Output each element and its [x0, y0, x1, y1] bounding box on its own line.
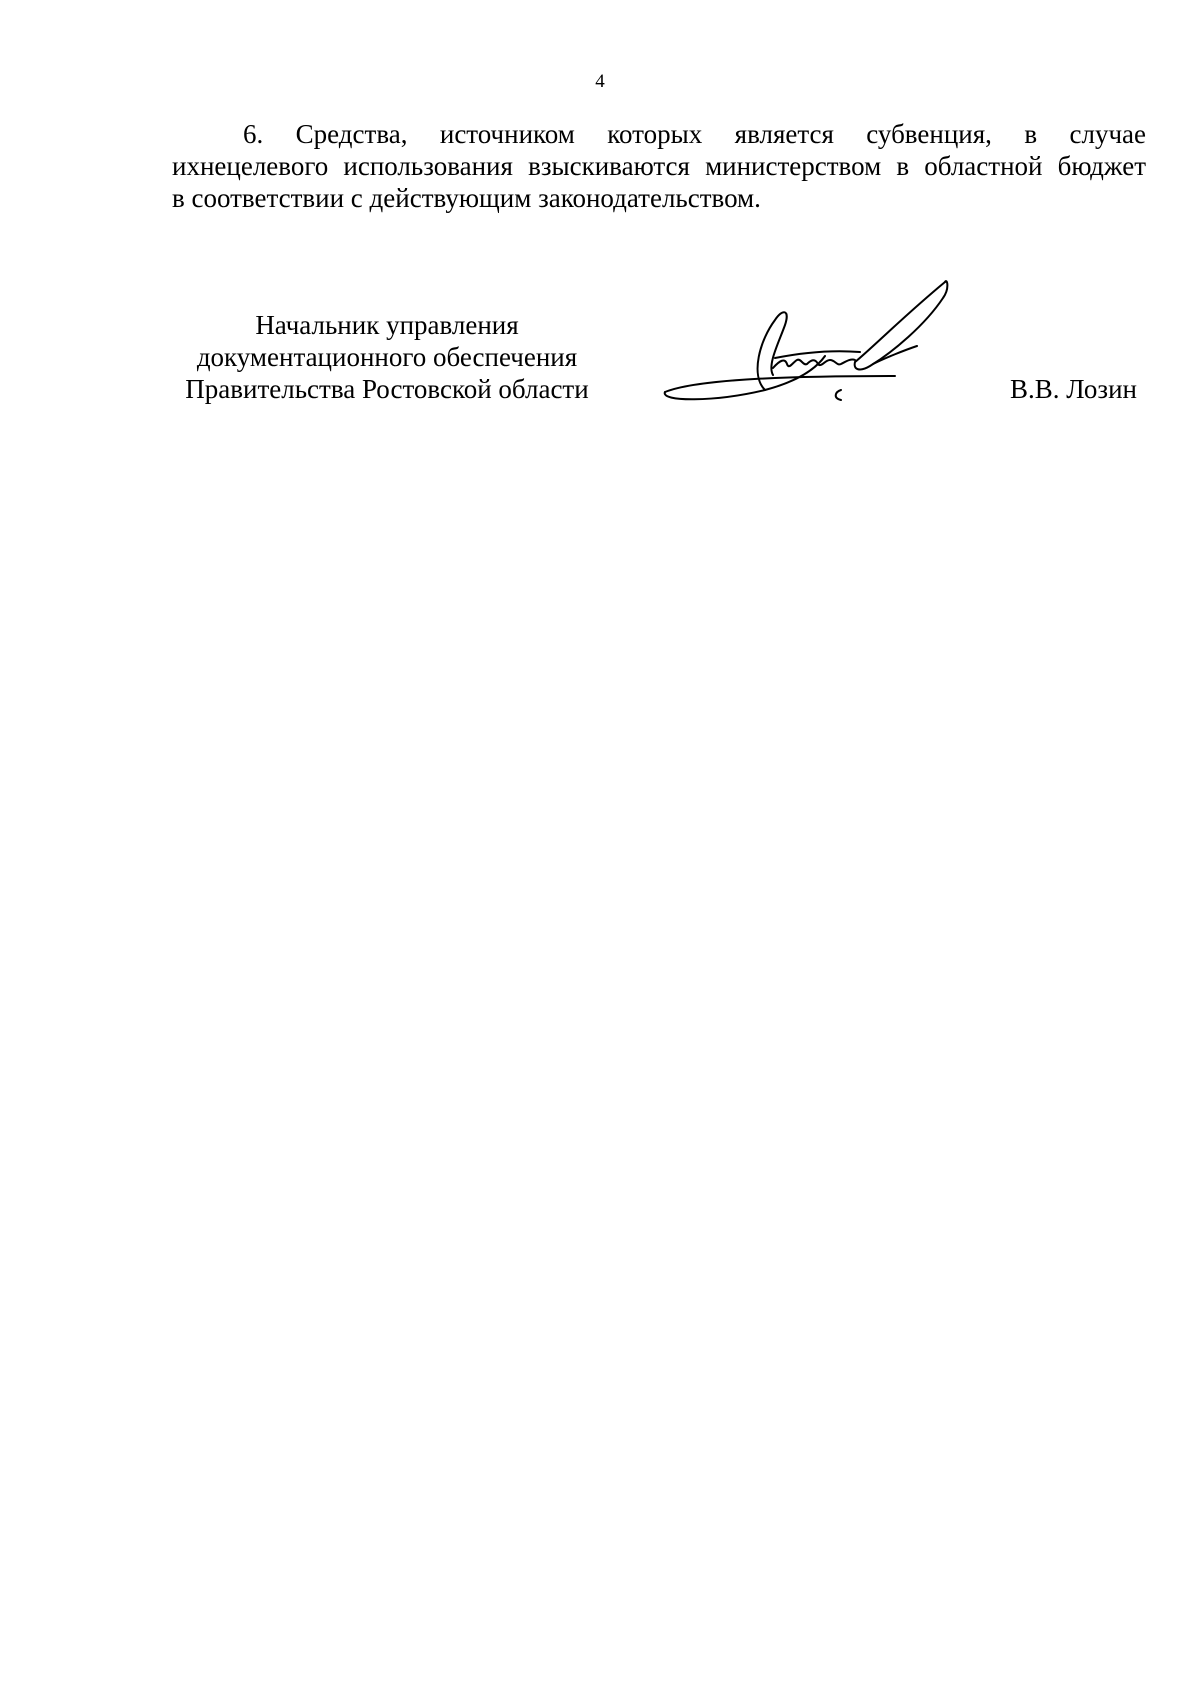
- position-line: Правительства Ростовской области: [185, 374, 589, 404]
- paragraph-line: 6. Средства, источником которых является субвенция, в случае: [243, 119, 1146, 149]
- paragraph-line: в соответствии с действующим законодательством.: [172, 183, 761, 213]
- position-line: Начальник управления: [255, 310, 519, 340]
- paragraph-6: [172, 118, 1146, 214]
- handwritten-signature: [655, 280, 985, 430]
- paragraph-line: ихнецелевого использования взыскиваются министерством в областной бюджет: [172, 151, 1146, 181]
- signer-name: В.В. Лозин: [1010, 374, 1137, 404]
- position-line: документационного обеспечения: [196, 342, 578, 372]
- signatory-position: [172, 309, 602, 405]
- page-number: 4: [595, 71, 605, 92]
